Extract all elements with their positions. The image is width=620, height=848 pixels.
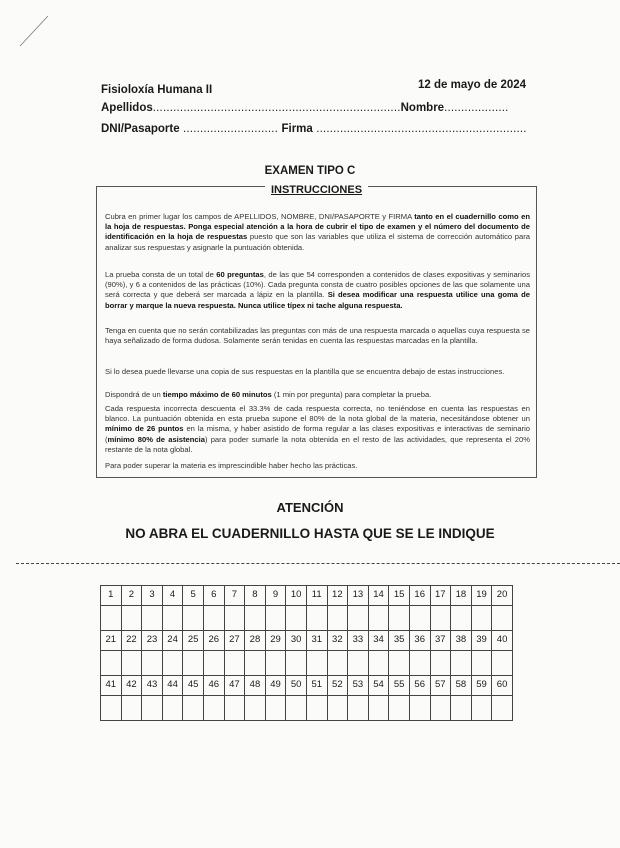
answer-cell[interactable]: [451, 606, 472, 631]
answer-cell[interactable]: [430, 696, 451, 721]
exam-type-title: EXAMEN TIPO C: [264, 165, 356, 177]
question-number-cell: 17: [430, 586, 451, 606]
answer-cell[interactable]: [492, 651, 513, 676]
surname-field[interactable]: .........................................................................: [152, 102, 401, 114]
answer-cell[interactable]: [492, 606, 513, 631]
answer-cell[interactable]: [142, 606, 163, 631]
answer-cell[interactable]: [306, 696, 327, 721]
question-number-cell: 16: [409, 586, 430, 606]
answer-cell[interactable]: [265, 651, 286, 676]
question-number-cell: 39: [471, 631, 492, 651]
answer-cell[interactable]: [121, 696, 142, 721]
question-number-cell: 30: [286, 631, 307, 651]
question-number-cell: 27: [224, 631, 245, 651]
answer-cell[interactable]: [327, 651, 348, 676]
question-number-cell: 32: [327, 631, 348, 651]
grid-answer-row: [101, 696, 513, 721]
answer-cell[interactable]: [203, 606, 224, 631]
answer-cell[interactable]: [162, 696, 183, 721]
answer-cell[interactable]: [142, 696, 163, 721]
question-number-cell: 4: [162, 586, 183, 606]
grid-answer-row: [101, 606, 513, 631]
answer-cell[interactable]: [101, 651, 122, 676]
instruction-paragraph-6: Cada respuesta incorrecta descuenta el 33.3% de cada respuesta correcta, no teniéndose en cuenta las respuestas en blanco. La puntuación obtenida en esta prueba supone el 80% de la nota global de la materia, necesitándose obtener un mínimo de 26 puntos en la misma, y haber asistido de forma regular a las clases expositivas e interactivas de seminario (mínimo 80% de asistencia) para poder sumarle la nota obtenida en el resto de las actividades, que representa el 20% restante de la nota global.: [105, 404, 530, 454]
answer-copy-grid: [100, 585, 513, 721]
cut-dashed-line: [16, 563, 620, 564]
question-number-cell: 3: [142, 586, 163, 606]
answer-cell[interactable]: [245, 651, 266, 676]
question-number-cell: 8: [245, 586, 266, 606]
id-label: DNI/Pasaporte: [101, 123, 180, 135]
grid-number-row: [101, 631, 513, 651]
answer-cell[interactable]: [162, 606, 183, 631]
answer-cell[interactable]: [409, 651, 430, 676]
instructions-title: INSTRUCCIONES: [265, 184, 368, 196]
answer-cell[interactable]: [368, 651, 389, 676]
question-number-cell: 23: [142, 631, 163, 651]
question-number-cell: 53: [348, 676, 369, 696]
answer-cell[interactable]: [142, 651, 163, 676]
answer-cell[interactable]: [348, 606, 369, 631]
name-field[interactable]: ...................: [444, 102, 509, 114]
question-number-cell: 49: [265, 676, 286, 696]
answer-cell[interactable]: [430, 606, 451, 631]
answer-cell[interactable]: [121, 651, 142, 676]
question-number-cell: 35: [389, 631, 410, 651]
question-number-cell: 11: [306, 586, 327, 606]
question-number-cell: 6: [203, 586, 224, 606]
answer-cell[interactable]: [348, 696, 369, 721]
surname-label: Apellidos: [101, 102, 153, 114]
answer-cell[interactable]: [327, 696, 348, 721]
question-number-cell: 42: [121, 676, 142, 696]
question-number-cell: 55: [389, 676, 410, 696]
question-number-cell: 41: [101, 676, 122, 696]
instruction-paragraph-7: Para poder superar la materia es imprescindible haber hecho las prácticas.: [105, 461, 358, 470]
question-number-cell: 26: [203, 631, 224, 651]
question-number-cell: 1: [101, 586, 122, 606]
answer-cell[interactable]: [203, 651, 224, 676]
question-number-cell: 40: [492, 631, 513, 651]
answer-cell[interactable]: [306, 606, 327, 631]
answer-cell[interactable]: [327, 606, 348, 631]
question-number-cell: 43: [142, 676, 163, 696]
answer-cell[interactable]: [183, 606, 204, 631]
answer-cell[interactable]: [471, 651, 492, 676]
answer-cell[interactable]: [348, 651, 369, 676]
question-number-cell: 47: [224, 676, 245, 696]
question-number-cell: 44: [162, 676, 183, 696]
instruction-paragraph-5: Dispondrá de un tiempo máximo de 60 minutos (1 min por pregunta) para completar la prueba.: [105, 390, 432, 399]
answer-cell[interactable]: [286, 606, 307, 631]
answer-cell[interactable]: [101, 696, 122, 721]
question-number-cell: 9: [265, 586, 286, 606]
answer-cell[interactable]: [224, 651, 245, 676]
question-number-cell: 36: [409, 631, 430, 651]
instructions-box: [96, 186, 537, 478]
question-number-cell: 2: [121, 586, 142, 606]
grid-number-row: [101, 676, 513, 696]
answer-cell[interactable]: [471, 696, 492, 721]
answer-cell[interactable]: [368, 606, 389, 631]
answer-cell[interactable]: [245, 606, 266, 631]
question-number-cell: 33: [348, 631, 369, 651]
do-not-open-warning: NO ABRA EL CUADERNILLO HASTA QUE SE LE INDIQUE: [125, 526, 495, 541]
question-number-cell: 45: [183, 676, 204, 696]
attention-heading: ATENCIÓN: [276, 500, 344, 515]
question-number-cell: 46: [203, 676, 224, 696]
question-number-cell: 25: [183, 631, 204, 651]
answer-cell[interactable]: [245, 696, 266, 721]
question-number-cell: 56: [409, 676, 430, 696]
answer-cell[interactable]: [121, 606, 142, 631]
signature-label: Firma: [281, 123, 313, 135]
answer-cell[interactable]: [451, 696, 472, 721]
pen-stroke-mark: [18, 8, 52, 48]
grid-number-row: [101, 586, 513, 606]
answer-cell[interactable]: [101, 606, 122, 631]
grid-answer-row: [101, 651, 513, 676]
question-number-cell: 54: [368, 676, 389, 696]
answer-cell[interactable]: [451, 651, 472, 676]
exam-date: 12 de mayo de 2024: [418, 79, 527, 91]
question-number-cell: 10: [286, 586, 307, 606]
answer-cell[interactable]: [286, 651, 307, 676]
question-number-cell: 60: [492, 676, 513, 696]
answer-cell[interactable]: [306, 651, 327, 676]
question-number-cell: 28: [245, 631, 266, 651]
id-signature-row: [101, 123, 527, 135]
question-number-cell: 51: [306, 676, 327, 696]
question-number-cell: 24: [162, 631, 183, 651]
question-number-cell: 21: [101, 631, 122, 651]
question-number-cell: 20: [492, 586, 513, 606]
answer-cell[interactable]: [389, 696, 410, 721]
question-number-cell: 7: [224, 586, 245, 606]
question-number-cell: 18: [451, 586, 472, 606]
answer-cell[interactable]: [286, 696, 307, 721]
instruction-paragraph-1: Cubra en primer lugar los campos de APELLIDOS, NOMBRE, DNI/PASAPORTE y FIRMA tanto en el cuadernillo como en la hoja de respuestas. Ponga especial atención a la hora de cubrir el tipo de examen y el número del documento de identificación en la hoja de respuestas puesto que son las variables que utiliza el sistema de corrección automático para analizar sus respuestas y asignarle la puntuación obtenida.: [105, 212, 530, 252]
name-label: Nombre: [400, 102, 445, 114]
answer-cell[interactable]: [183, 651, 204, 676]
answer-cell[interactable]: [183, 696, 204, 721]
signature-field[interactable]: ..............................................................: [312, 123, 527, 135]
question-number-cell: 22: [121, 631, 142, 651]
answer-cell[interactable]: [430, 651, 451, 676]
instruction-paragraph-3: Tenga en cuenta que no serán contabilizadas las preguntas con más de una respuesta marcada o aquellas cuya respuesta se haya señalizado de forma dudosa. Solamente serán tenidas en cuenta las respuestas marcadas en la plantilla.: [105, 326, 530, 346]
answer-cell[interactable]: [203, 696, 224, 721]
question-number-cell: 19: [471, 586, 492, 606]
answer-cell[interactable]: [224, 696, 245, 721]
question-number-cell: 38: [451, 631, 472, 651]
question-number-cell: 34: [368, 631, 389, 651]
answer-cell[interactable]: [409, 606, 430, 631]
question-number-cell: 15: [389, 586, 410, 606]
question-number-cell: 37: [430, 631, 451, 651]
question-number-cell: 14: [368, 586, 389, 606]
answer-cell[interactable]: [162, 651, 183, 676]
question-number-cell: 13: [348, 586, 369, 606]
answer-cell[interactable]: [224, 606, 245, 631]
question-number-cell: 50: [286, 676, 307, 696]
answer-cell[interactable]: [409, 696, 430, 721]
question-number-cell: 5: [183, 586, 204, 606]
instruction-paragraph-4: Si lo desea puede llevarse una copia de sus respuestas en la plantilla que se encuentra debajo de estas instrucciones.: [105, 367, 505, 376]
answer-cell[interactable]: [471, 606, 492, 631]
question-number-cell: 52: [327, 676, 348, 696]
question-number-cell: 57: [430, 676, 451, 696]
answer-cell[interactable]: [265, 606, 286, 631]
question-number-cell: 12: [327, 586, 348, 606]
surname-name-row: [101, 102, 509, 114]
answer-cell[interactable]: [492, 696, 513, 721]
question-number-cell: 31: [306, 631, 327, 651]
subject-title: Fisioloxía Humana II: [101, 84, 213, 96]
answer-cell[interactable]: [368, 696, 389, 721]
instruction-paragraph-2: La prueba consta de un total de 60 preguntas, de las que 54 corresponden a contenidos de clases expositivas y seminarios (90%), y 6 a contenidos de las prácticas (10%). Cada pregunta consta de cuatro posibles opciones de las que solamente una será correcta y que deberá ser marcada a lápiz en la plantilla. Si desea modificar una respuesta utilice una goma de borrar y marque la nueva respuesta. Nunca utilice típex ni tache alguna respuesta.: [105, 270, 531, 310]
question-number-cell: 58: [451, 676, 472, 696]
answer-cell[interactable]: [389, 651, 410, 676]
question-number-cell: 29: [265, 631, 286, 651]
question-number-cell: 48: [245, 676, 266, 696]
question-number-cell: 59: [471, 676, 492, 696]
answer-cell[interactable]: [265, 696, 286, 721]
id-field[interactable]: ............................: [179, 123, 282, 135]
answer-cell[interactable]: [389, 606, 410, 631]
